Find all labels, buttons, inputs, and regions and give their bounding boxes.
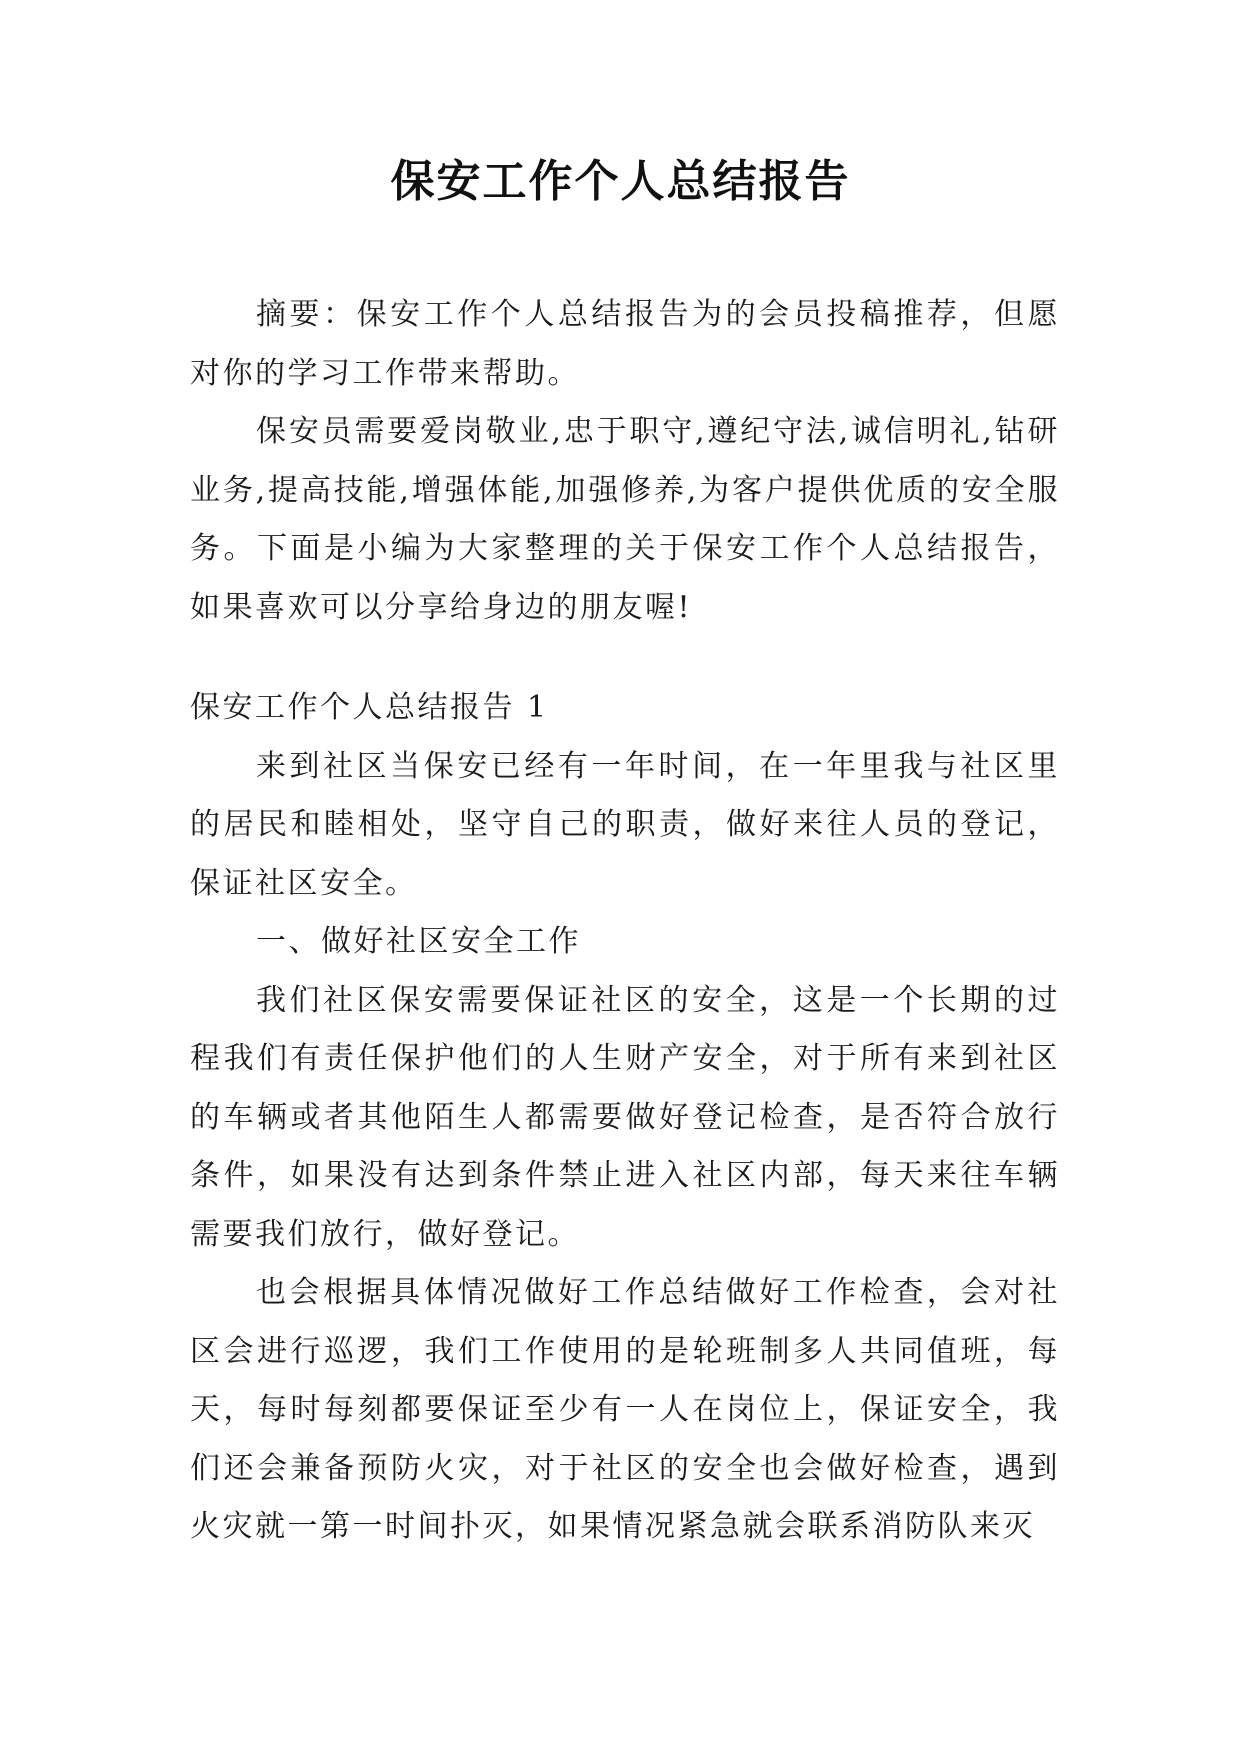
subheading: 一、做好社区安全工作	[256, 924, 581, 959]
abstract-paragraph: 摘要：保安工作个人总结报告为的会员投稿推荐，但愿对你的学习工作带来帮助。	[190, 297, 1060, 391]
body-paragraph-2: 我们社区保安需要保证社区的安全，这是一个长期的过程我们有责任保护他们的人生财产安全，对于所有来到社区的车辆或者其他陌生人都需要做好登记检查，是否符合放行条件，如果没有达到条件禁止进入社区内部，每天来往车辆需要我们放行，做好登记。	[190, 982, 1060, 1252]
section-heading: 保安工作个人总结报告 1	[190, 690, 549, 725]
body-paragraph-3: 也会根据具体情况做好工作总结做好工作检查，会对社区会进行巡逻，我们工作使用的是轮班制多人共同值班，每天，每时每刻都要保证至少有一人在岗位上，保证安全，我们还会兼备预防火灾，对于社区的安全也会做好检查，遇到火灾就一第一时间扑灭，如果情况紧急就会联系消防队来灭	[190, 1275, 1060, 1544]
body-paragraph-1: 来到社区当保安已经有一年时间，在一年里我与社区里的居民和睦相处，坚守自己的职责，做好来往人员的登记，保证社区安全。	[190, 748, 1060, 901]
document-title: 保安工作个人总结报告	[390, 156, 851, 207]
section-spacer	[190, 637, 1060, 679]
intro-paragraph: 保安员需要爱岗敬业,忠于职守,遵纪守法,诚信明礼,钻研业务,提高技能,增强体能,加强修养,为客户提供优质的安全服务。下面是小编为大家整理的关于保安工作个人总结报告，如果喜欢可以分享给身边的朋友喔!	[190, 414, 1060, 625]
document-body	[190, 286, 1060, 1557]
